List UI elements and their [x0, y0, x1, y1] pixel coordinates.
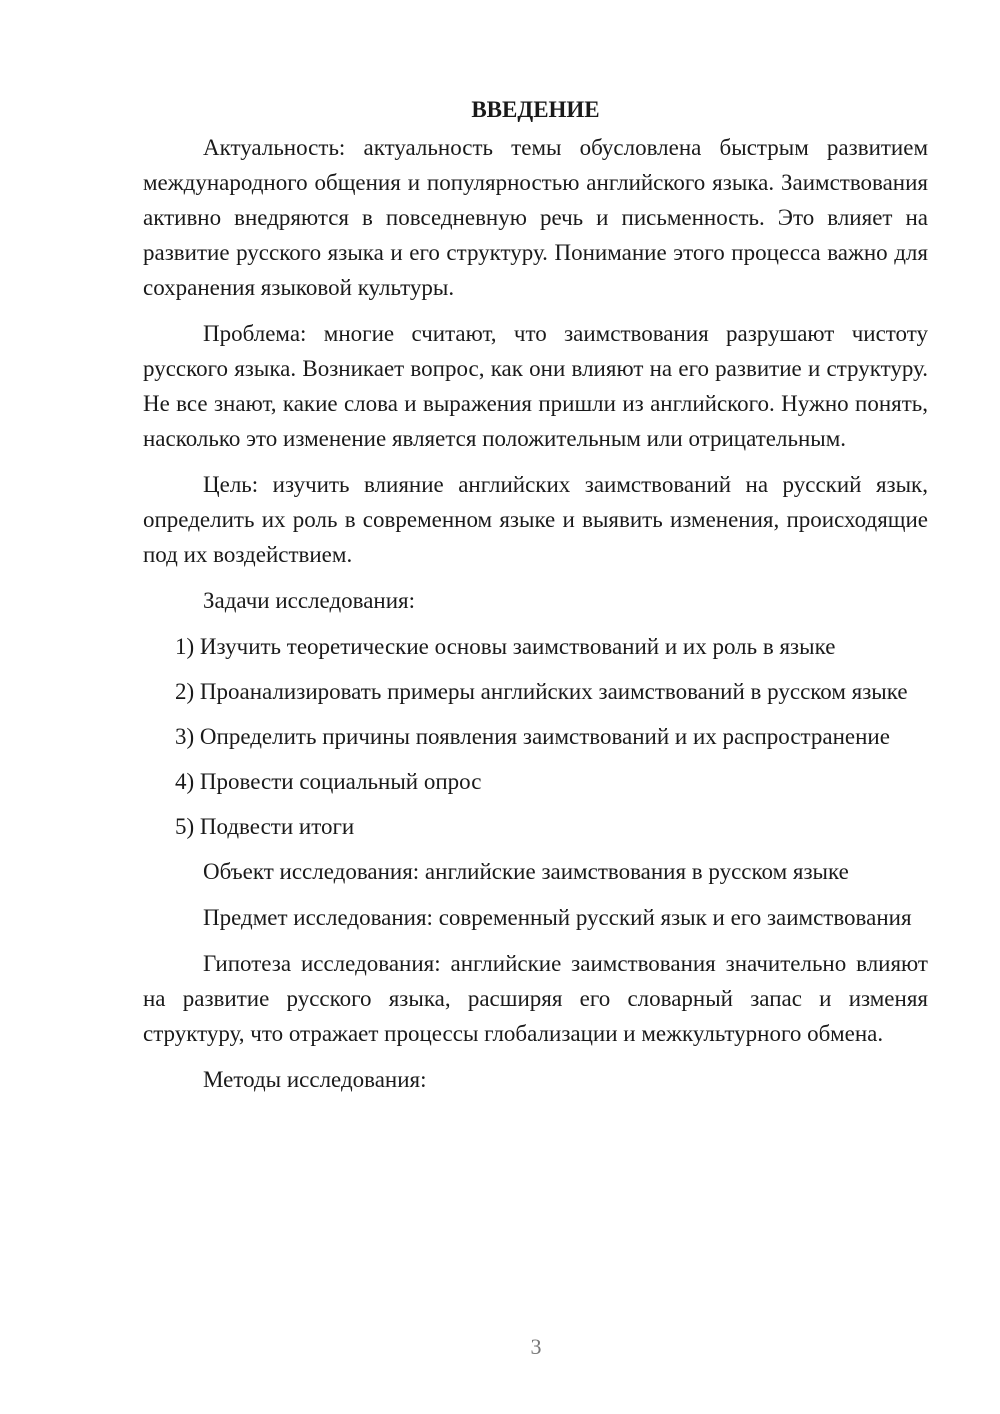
object-paragraph: Объект исследования: английские заимствования в русском языке [203, 859, 849, 884]
relevance-paragraph: Актуальность: актуальность темы обусловлена быстрым развитием международного общения и популярностью английского языка. Заимствования активно внедряются в повседневную речь и письменность. Это влияет на развитие русского языка и его структуру. Понимание этого процесса важно для сохранения языковой культуры. [143, 135, 928, 300]
section-heading: ВВЕДЕНИЕ [471, 97, 600, 122]
methods-paragraph: Методы исследования: [203, 1067, 427, 1092]
document-page [143, 92, 928, 1108]
tasks-title: Задачи исследования: [203, 588, 416, 613]
goal-paragraph: Цель: изучить влияние английских заимствований на русский язык, определить их роль в современном языке и выявить изменения, происходящие под их воздействием. [143, 472, 928, 567]
task-item-5: 5) Подвести итоги [175, 814, 355, 839]
task-item-4: 4) Провести социальный опрос [175, 769, 482, 794]
task-item-3: 3) Определить причины появления заимствований и их распространение [175, 724, 890, 749]
page-number: 3 [530, 1334, 542, 1359]
task-item-2: 2) Проанализировать примеры английских заимствований в русском языке [175, 679, 908, 704]
hypothesis-paragraph: Гипотеза исследования: английские заимствования значительно влияют на развитие русского языка, расширяя его словарный запас и изменяя структуру, что отражает процессы глобализации и межкультурного обмена. [143, 951, 928, 1046]
subject-paragraph: Предмет исследования: современный русский язык и его заимствования [203, 905, 912, 930]
problem-paragraph: Проблема: многие считают, что заимствования разрушают чистоту русского языка. Возникает вопрос, как они влияют на его развитие и структуру. Не все знают, какие слова и выражения пришли из английского. Нужно понять, насколько это изменение является положительным или отрицательным. [143, 321, 928, 451]
task-item-1: 1) Изучить теоретические основы заимствований и их роль в языке [175, 634, 836, 659]
